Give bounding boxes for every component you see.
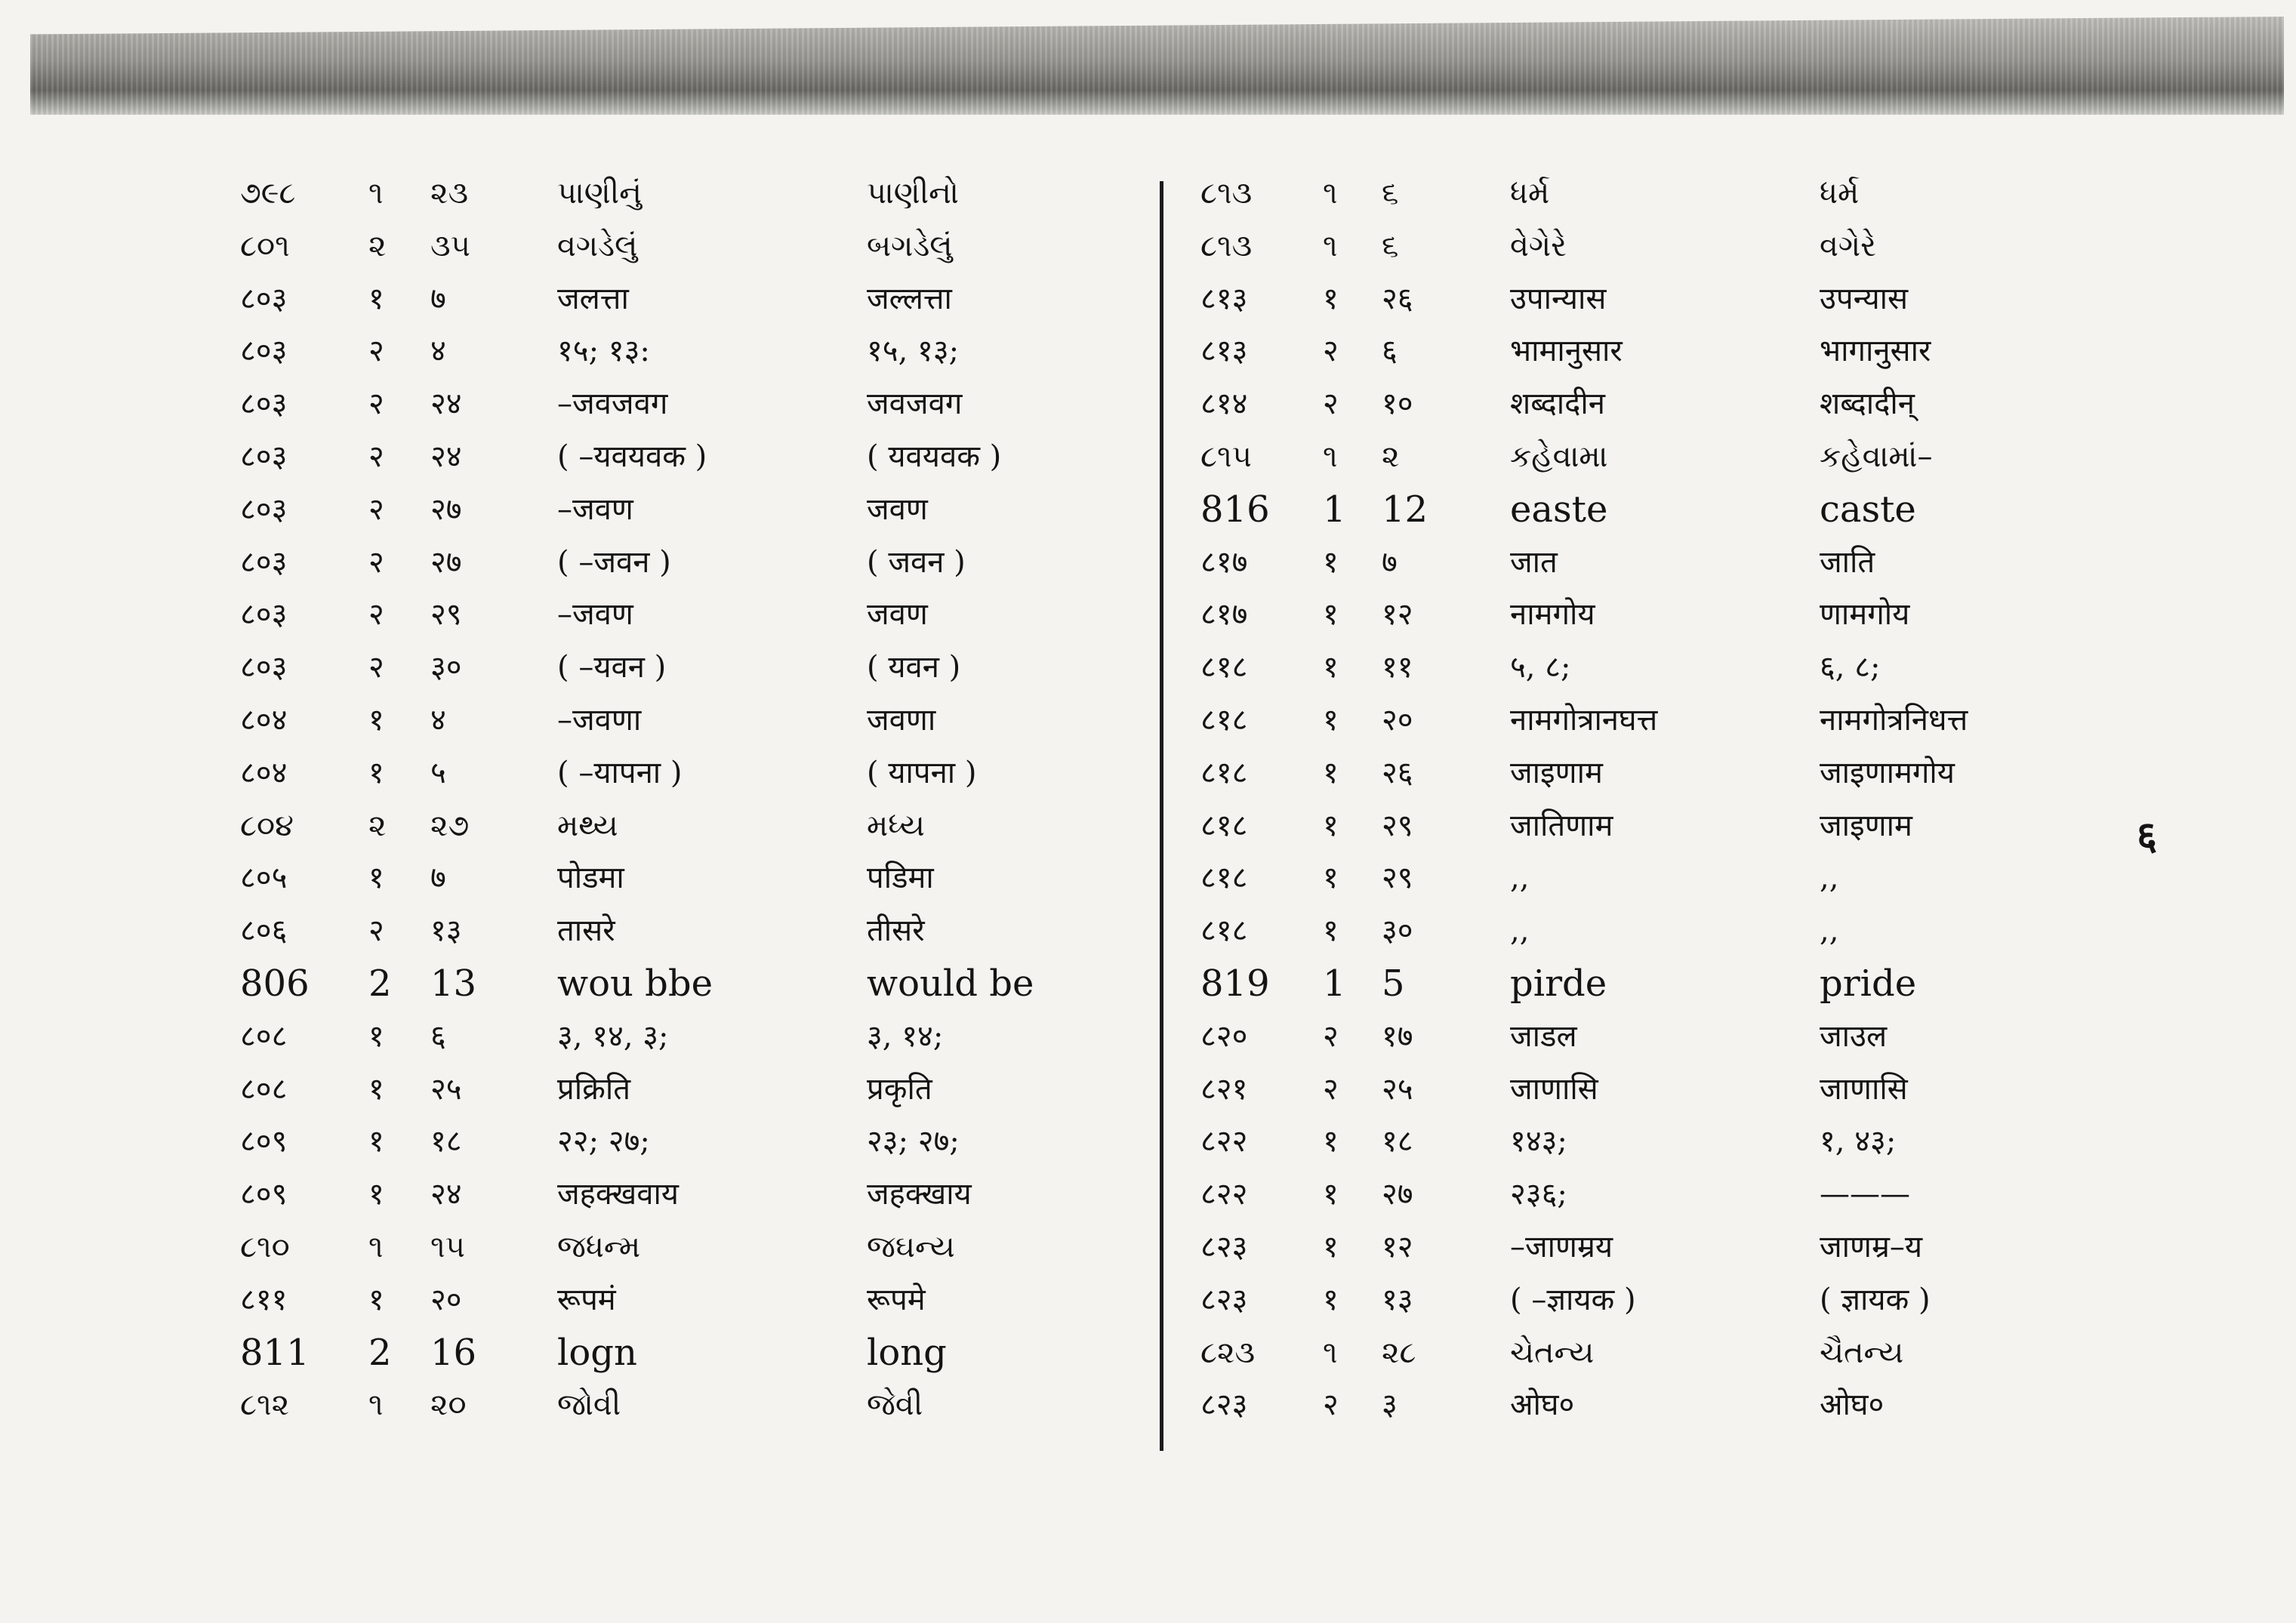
errata-column-number: १ bbox=[1323, 861, 1339, 896]
errata-correct-text: जाति bbox=[1820, 544, 1875, 580]
errata-incorrect-text: पोडमा bbox=[557, 861, 624, 896]
errata-incorrect-text: ( –यवन ) bbox=[557, 650, 667, 685]
errata-correct-text: जहक्खाय bbox=[867, 1177, 972, 1212]
errata-line-number: १३ bbox=[430, 913, 462, 949]
errata-page-number: ८२२ bbox=[1200, 1124, 1248, 1160]
errata-page-number: ८०८ bbox=[240, 1071, 288, 1107]
errata-incorrect-text: ओघ० bbox=[1510, 1387, 1575, 1423]
errata-column-number: १ bbox=[1323, 702, 1339, 738]
errata-incorrect-text: जात bbox=[1510, 544, 1558, 580]
errata-correct-text: भागानुसार bbox=[1820, 334, 1931, 369]
errata-incorrect-text: –जाणम्रय bbox=[1510, 1229, 1613, 1264]
errata-correct-text: जाइणाम bbox=[1820, 808, 1912, 843]
errata-column-number: २ bbox=[368, 913, 384, 949]
errata-incorrect-text: तासरे bbox=[557, 913, 615, 949]
errata-incorrect-text: जलत्ता bbox=[557, 281, 629, 316]
errata-column-number: १ bbox=[1323, 1124, 1339, 1160]
errata-page-number: ૮૧૩ bbox=[1200, 176, 1253, 211]
errata-page-number: 819 bbox=[1200, 962, 1270, 1005]
errata-column-number: २ bbox=[1323, 1387, 1339, 1423]
errata-correct-text: णामगोय bbox=[1820, 597, 1910, 633]
errata-page-number: ८०९ bbox=[240, 1177, 288, 1212]
errata-line-number: २९ bbox=[1382, 808, 1413, 843]
errata-line-number: ४ bbox=[430, 334, 446, 369]
errata-page-number: ८२१ bbox=[1200, 1071, 1248, 1107]
errata-column-number: १ bbox=[368, 1018, 384, 1054]
errata-page-number: ૮૧૫ bbox=[1200, 439, 1252, 474]
errata-line-number: १२ bbox=[1382, 1229, 1413, 1264]
errata-incorrect-text: नामगोय bbox=[1510, 597, 1595, 633]
errata-column-number: ૧ bbox=[1323, 176, 1338, 211]
scanned-page-edge bbox=[30, 17, 2284, 115]
errata-correct-text: १५, १३; bbox=[867, 334, 960, 369]
errata-incorrect-text: પાણીનું bbox=[557, 176, 642, 211]
errata-page-number: ૮૧૨ bbox=[240, 1387, 290, 1423]
errata-column-number: 2 bbox=[368, 1331, 392, 1374]
errata-column-number: २ bbox=[1323, 1018, 1339, 1054]
errata-column-number: २ bbox=[368, 334, 384, 369]
errata-incorrect-text: ( –यापना ) bbox=[557, 755, 683, 790]
errata-page-number: ८२३ bbox=[1200, 1282, 1248, 1317]
errata-correct-text: would be bbox=[867, 962, 1034, 1005]
errata-line-number: २९ bbox=[1382, 861, 1413, 896]
errata-page-number: ८१८ bbox=[1200, 861, 1248, 896]
errata-incorrect-text: –जवणा bbox=[557, 702, 642, 738]
errata-correct-text: जवण bbox=[867, 491, 928, 527]
errata-incorrect-text: नामगोत्रानघत्त bbox=[1510, 702, 1658, 738]
errata-incorrect-text: વગડેલું bbox=[557, 228, 638, 263]
errata-correct-text: २३; २७; bbox=[867, 1124, 960, 1160]
errata-line-number: २७ bbox=[430, 544, 462, 580]
errata-line-number: ६ bbox=[1382, 334, 1398, 369]
errata-correct-text: जल्लत्ता bbox=[867, 281, 952, 316]
errata-correct-text: caste bbox=[1820, 488, 1916, 531]
errata-line-number: ૩૫ bbox=[430, 228, 470, 263]
errata-page-number: ८१८ bbox=[1200, 755, 1248, 790]
errata-correct-text: બગડેલું bbox=[867, 228, 953, 263]
errata-line-number: 5 bbox=[1382, 962, 1405, 1005]
errata-page-number: ८१३ bbox=[1200, 334, 1248, 369]
errata-incorrect-text: ५, ८; bbox=[1510, 650, 1571, 685]
errata-page-number: ८२० bbox=[1200, 1018, 1248, 1054]
errata-correct-text: કહેવામાં– bbox=[1820, 439, 1933, 474]
errata-incorrect-text: જધન્મ bbox=[557, 1229, 641, 1264]
errata-page-number: ८१४ bbox=[1200, 387, 1248, 422]
errata-line-number: ૬ bbox=[1382, 228, 1399, 263]
errata-column-number: १ bbox=[368, 702, 384, 738]
errata-incorrect-text: wou bbe bbox=[557, 962, 713, 1005]
errata-correct-text: जवणा bbox=[867, 702, 936, 738]
errata-column-number: १ bbox=[368, 1124, 384, 1160]
errata-page-number: ८१८ bbox=[1200, 808, 1248, 843]
errata-correct-text: ओघ० bbox=[1820, 1387, 1885, 1423]
errata-correct-text: १, ४३; bbox=[1820, 1124, 1897, 1160]
errata-line-number: २७ bbox=[1382, 1177, 1413, 1212]
errata-correct-text: ( यवन ) bbox=[867, 650, 961, 685]
errata-page-number: ८०९ bbox=[240, 1124, 288, 1160]
errata-page-number: ८०३ bbox=[240, 544, 288, 580]
errata-correct-text: जाणासि bbox=[1820, 1071, 1908, 1107]
errata-column-number: १ bbox=[1323, 1229, 1339, 1264]
errata-incorrect-text: प्रक्रिति bbox=[557, 1071, 630, 1107]
errata-incorrect-text: ધર્મ bbox=[1510, 176, 1550, 211]
errata-page-number: ८१८ bbox=[1200, 650, 1248, 685]
errata-page-number: ८१८ bbox=[1200, 913, 1248, 949]
errata-incorrect-text: ३, १४, ३; bbox=[557, 1018, 669, 1054]
errata-incorrect-text: २२; २७; bbox=[557, 1124, 650, 1160]
errata-line-number: १७ bbox=[1382, 1018, 1413, 1054]
errata-correct-text: रूपमे bbox=[867, 1282, 926, 1317]
errata-incorrect-text: भामानुसार bbox=[1510, 334, 1623, 369]
errata-column-number: २ bbox=[368, 387, 384, 422]
column-divider bbox=[1160, 181, 1163, 1451]
errata-correct-text: तीसरे bbox=[867, 913, 925, 949]
errata-column-number: २ bbox=[1323, 1071, 1339, 1107]
errata-column-number: १ bbox=[368, 281, 384, 316]
errata-line-number: १२ bbox=[1382, 597, 1413, 633]
errata-page-number: ૭૯૮ bbox=[240, 176, 296, 211]
errata-page-number: ८१३ bbox=[1200, 281, 1248, 316]
errata-line-number: 13 bbox=[430, 962, 477, 1005]
errata-page-number: ८०३ bbox=[240, 281, 288, 316]
errata-correct-text: ચૈતન્ય bbox=[1820, 1335, 1904, 1370]
errata-correct-text: pride bbox=[1820, 962, 1917, 1005]
errata-column-number: १ bbox=[1323, 913, 1339, 949]
errata-column-number: १ bbox=[1323, 808, 1339, 843]
errata-incorrect-text: २३६; bbox=[1510, 1177, 1567, 1212]
errata-line-number: २६ bbox=[1382, 281, 1413, 316]
errata-correct-text: ( जवन ) bbox=[867, 544, 966, 580]
errata-column-number: २ bbox=[368, 597, 384, 633]
errata-correct-text: ધર્મ bbox=[1820, 176, 1860, 211]
errata-line-number: २० bbox=[430, 1282, 462, 1317]
errata-incorrect-text: १४३; bbox=[1510, 1124, 1567, 1160]
errata-page-number: ८२२ bbox=[1200, 1177, 1248, 1212]
errata-incorrect-text: १५; १३: bbox=[557, 334, 650, 369]
errata-incorrect-text: જોવી bbox=[557, 1387, 621, 1423]
errata-page-number: ८०३ bbox=[240, 491, 288, 527]
errata-page-number: 806 bbox=[240, 962, 310, 1005]
errata-page-number: ८०८ bbox=[240, 1018, 288, 1054]
errata-column-number: १ bbox=[1323, 755, 1339, 790]
errata-correct-text: long bbox=[867, 1331, 947, 1374]
errata-incorrect-text: शब्दादीन bbox=[1510, 387, 1605, 422]
errata-correct-text: शब्दादीन् bbox=[1820, 387, 1915, 422]
errata-column-number: १ bbox=[368, 1282, 384, 1317]
errata-correct-text: उपन्यास bbox=[1820, 281, 1909, 316]
errata-column-number: १ bbox=[1323, 281, 1339, 316]
errata-column-number: ૨ bbox=[368, 228, 387, 263]
errata-incorrect-text: ,, bbox=[1510, 913, 1530, 949]
errata-line-number: २४ bbox=[430, 1177, 462, 1212]
errata-page-number: 811 bbox=[240, 1331, 310, 1374]
errata-line-number: ૨૦ bbox=[430, 1387, 467, 1423]
errata-page-number: ८१८ bbox=[1200, 702, 1248, 738]
errata-column-number: १ bbox=[368, 755, 384, 790]
errata-column-number: १ bbox=[1323, 650, 1339, 685]
errata-column-number: २ bbox=[1323, 334, 1339, 369]
errata-line-number: ४ bbox=[430, 702, 446, 738]
errata-incorrect-text: जातिणाम bbox=[1510, 808, 1613, 843]
errata-incorrect-text: વેગેરે bbox=[1510, 228, 1567, 263]
errata-page-number: ८०४ bbox=[240, 755, 288, 790]
errata-column-number: ૧ bbox=[368, 1229, 384, 1264]
errata-correct-text: ( ज्ञायक ) bbox=[1820, 1282, 1931, 1317]
errata-column-number: १ bbox=[1323, 1282, 1339, 1317]
errata-line-number: ૬ bbox=[1382, 176, 1399, 211]
errata-correct-text: जाउल bbox=[1820, 1018, 1888, 1054]
errata-page-number: ૮૧૦ bbox=[240, 1229, 290, 1264]
errata-line-number: ૧૫ bbox=[430, 1229, 465, 1264]
errata-line-number: 12 bbox=[1382, 488, 1428, 531]
errata-line-number: 16 bbox=[430, 1331, 477, 1374]
errata-line-number: १८ bbox=[1382, 1124, 1413, 1160]
errata-correct-text: नामगोत्रनिधत्त bbox=[1820, 702, 1968, 738]
errata-correct-text: જઘન્ય bbox=[867, 1229, 955, 1264]
errata-column-number: ૧ bbox=[1323, 228, 1338, 263]
errata-page-number: ८१७ bbox=[1200, 597, 1248, 633]
errata-correct-text: जवजवग bbox=[867, 387, 963, 422]
errata-page-number: ८०३ bbox=[240, 439, 288, 474]
errata-column-number: 1 bbox=[1323, 962, 1346, 1005]
page-number: ६ bbox=[2137, 813, 2158, 859]
errata-line-number: ११ bbox=[1382, 650, 1413, 685]
errata-page-number: ८०३ bbox=[240, 597, 288, 633]
errata-incorrect-text: जाइणाम bbox=[1510, 755, 1603, 790]
errata-correct-text: પાણીનો bbox=[867, 176, 959, 211]
errata-line-number: १३ bbox=[1382, 1282, 1413, 1317]
errata-line-number: ३ bbox=[1382, 1387, 1398, 1423]
errata-line-number: ७ bbox=[430, 861, 446, 896]
errata-line-number: २५ bbox=[1382, 1071, 1413, 1107]
errata-line-number: ३० bbox=[1382, 913, 1413, 949]
errata-column-number: १ bbox=[368, 861, 384, 896]
errata-line-number: ७ bbox=[1382, 544, 1398, 580]
errata-correct-text: पडिमा bbox=[867, 861, 934, 896]
errata-column-number: ૧ bbox=[1323, 1335, 1338, 1370]
errata-line-number: २६ bbox=[1382, 755, 1413, 790]
errata-column-number: १ bbox=[1323, 1177, 1339, 1212]
errata-page-number: ૮૦૪ bbox=[240, 808, 294, 843]
errata-column-number: १ bbox=[368, 1071, 384, 1107]
errata-incorrect-text: કહેવામા bbox=[1510, 439, 1608, 474]
errata-incorrect-text: –जवजवग bbox=[557, 387, 668, 422]
errata-column-number: ૧ bbox=[1323, 439, 1338, 474]
errata-column-number: २ bbox=[1323, 387, 1339, 422]
errata-column-number: २ bbox=[368, 544, 384, 580]
errata-correct-text: ——— bbox=[1820, 1177, 1910, 1212]
errata-incorrect-text: जहक्खवाय bbox=[557, 1177, 679, 1212]
errata-column-number: 2 bbox=[368, 962, 392, 1005]
errata-column-number: ૧ bbox=[368, 1387, 384, 1423]
errata-incorrect-text: –जवण bbox=[557, 491, 633, 527]
errata-line-number: २० bbox=[1382, 702, 1413, 738]
errata-incorrect-text: उपान्यास bbox=[1510, 281, 1607, 316]
errata-line-number: ૨૩ bbox=[430, 176, 469, 211]
errata-column-number: ૨ bbox=[368, 808, 387, 843]
errata-line-number: १८ bbox=[430, 1124, 462, 1160]
errata-incorrect-text: pirde bbox=[1510, 962, 1607, 1005]
errata-column-number: 1 bbox=[1323, 488, 1346, 531]
errata-line-number: २४ bbox=[430, 439, 462, 474]
errata-page-number: ८०३ bbox=[240, 650, 288, 685]
errata-page-number: ८०६ bbox=[240, 913, 288, 949]
errata-correct-text: ( यवयवक ) bbox=[867, 439, 1002, 474]
errata-incorrect-text: ચેતન્ય bbox=[1510, 1335, 1595, 1370]
errata-line-number: ३० bbox=[430, 650, 462, 685]
errata-incorrect-text: મથ્ય bbox=[557, 808, 618, 843]
errata-correct-text: ३, १४; bbox=[867, 1018, 944, 1054]
errata-column-number: २ bbox=[368, 491, 384, 527]
errata-page-number: ८२३ bbox=[1200, 1229, 1248, 1264]
errata-page-number: ८०३ bbox=[240, 334, 288, 369]
errata-page-number: ૮૧૩ bbox=[1200, 228, 1253, 263]
errata-correct-text: प्रकृति bbox=[867, 1071, 932, 1107]
errata-page-number: ૮૨૩ bbox=[1200, 1335, 1256, 1370]
errata-incorrect-text: जाणासि bbox=[1510, 1071, 1598, 1107]
errata-incorrect-text: ( –ज्ञायक ) bbox=[1510, 1282, 1636, 1317]
errata-page-number: ८१७ bbox=[1200, 544, 1248, 580]
errata-correct-text: ( यापना ) bbox=[867, 755, 977, 790]
errata-line-number: ७ bbox=[430, 281, 446, 316]
errata-column-number: १ bbox=[368, 1177, 384, 1212]
errata-incorrect-text: easte bbox=[1510, 488, 1608, 531]
errata-page-number: ८२३ bbox=[1200, 1387, 1248, 1423]
errata-line-number: ५ bbox=[430, 755, 446, 790]
errata-correct-text: ,, bbox=[1820, 861, 1839, 896]
errata-line-number: १० bbox=[1382, 387, 1413, 422]
errata-line-number: ૨ bbox=[1382, 439, 1400, 474]
errata-page-number: ૮૦૧ bbox=[240, 228, 290, 263]
errata-page-number: ८०३ bbox=[240, 387, 288, 422]
errata-page-number: ८११ bbox=[240, 1282, 288, 1317]
errata-correct-text: ,, bbox=[1820, 913, 1839, 949]
errata-incorrect-text: ,, bbox=[1510, 861, 1530, 896]
errata-correct-text: जवण bbox=[867, 597, 928, 633]
errata-line-number: ६ bbox=[430, 1018, 446, 1054]
errata-line-number: ૨૭ bbox=[430, 808, 470, 843]
errata-line-number: २४ bbox=[430, 387, 462, 422]
errata-line-number: २९ bbox=[430, 597, 462, 633]
errata-correct-text: ६, ८; bbox=[1820, 650, 1881, 685]
errata-incorrect-text: रूपमं bbox=[557, 1282, 616, 1317]
errata-page-number: ८०५ bbox=[240, 861, 288, 896]
errata-page-number: ८०४ bbox=[240, 702, 288, 738]
errata-column-number: १ bbox=[1323, 544, 1339, 580]
errata-line-number: २५ bbox=[430, 1071, 462, 1107]
errata-line-number: २७ bbox=[430, 491, 462, 527]
errata-correct-text: जाणम्र–य bbox=[1820, 1229, 1923, 1264]
errata-incorrect-text: –जवण bbox=[557, 597, 633, 633]
errata-incorrect-text: जाडल bbox=[1510, 1018, 1577, 1054]
errata-column-number: २ bbox=[368, 439, 384, 474]
errata-correct-text: जाइणामगोय bbox=[1820, 755, 1955, 790]
errata-column-number: २ bbox=[368, 650, 384, 685]
errata-correct-text: જેવી bbox=[867, 1387, 923, 1423]
errata-incorrect-text: ( –यवयवक ) bbox=[557, 439, 707, 474]
errata-correct-text: વગેરે bbox=[1820, 228, 1876, 263]
errata-column-number: १ bbox=[1323, 597, 1339, 633]
errata-column-number: ૧ bbox=[368, 176, 384, 211]
errata-incorrect-text: ( –जवन ) bbox=[557, 544, 671, 580]
errata-correct-text: મધ્ય bbox=[867, 808, 925, 843]
errata-line-number: ૨૮ bbox=[1382, 1335, 1416, 1370]
errata-incorrect-text: logn bbox=[557, 1331, 637, 1374]
errata-page-number: 816 bbox=[1200, 488, 1270, 531]
